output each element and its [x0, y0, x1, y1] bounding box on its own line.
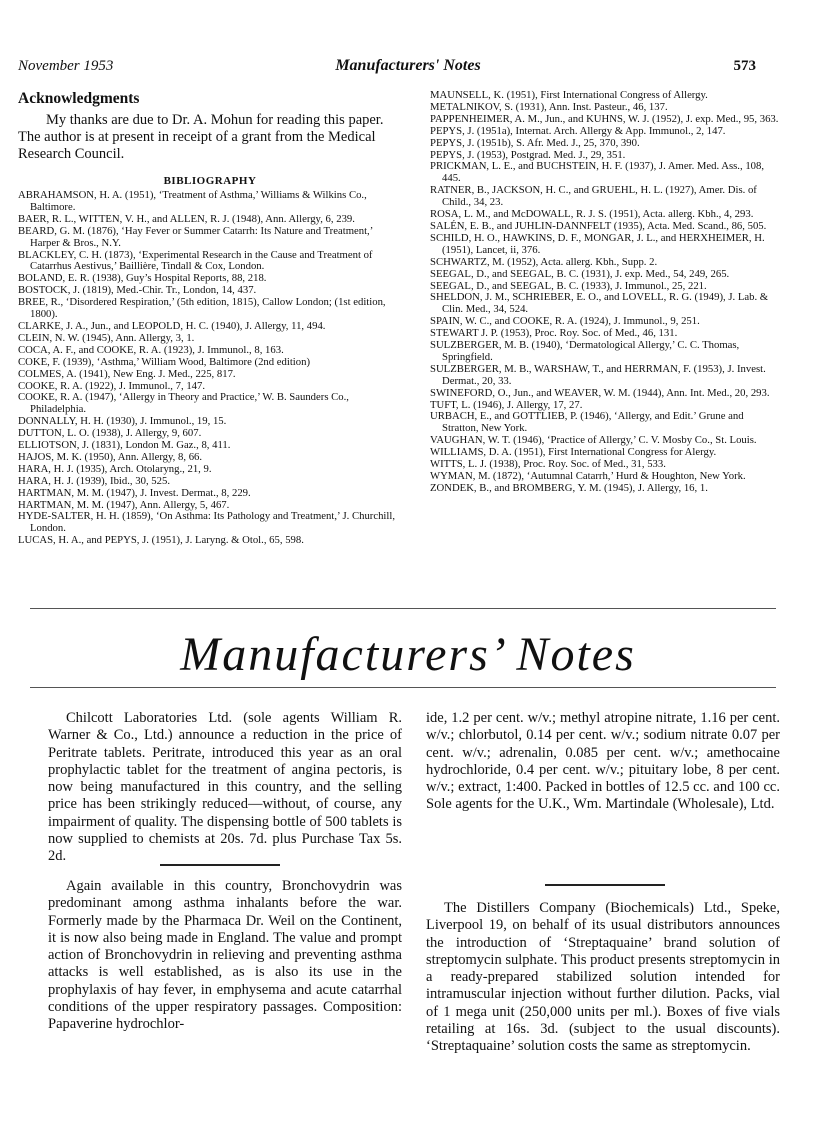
banner-top-rule — [30, 608, 776, 609]
reference-item: ELLIOTSON, J. (1831), London M. Gaz., 8, 411. — [18, 439, 231, 452]
note-divider-right — [545, 884, 665, 886]
bibliography-list-right — [430, 90, 780, 495]
reference-item: ROSA, L. M., and McDOWALL, R. J. S. (1951), Acta. allerg. Kbh., 4, 293. — [430, 208, 754, 221]
reference-item: COOKE, R. A. (1947), ‘Allergy in Theory and Practice,’ W. B. Saunders Co., Philadelphia. — [18, 391, 349, 416]
note-peritrate-block — [48, 710, 402, 866]
reference-item: COOKE, R. A. (1922), J. Immunol., 7, 147. — [18, 379, 206, 392]
reference-item: HAJOS, M. K. (1950), Ann. Allergy, 8, 66. — [18, 450, 203, 463]
reference-item: BAER, R. L., WITTEN, V. H., and ALLEN, R. J. (1948), Ann. Allergy, 6, 239. — [18, 212, 355, 225]
reference-item: HARTMAN, M. M. (1947), J. Invest. Dermat., 8, 229. — [18, 486, 251, 499]
note-bronchovydrin: Again available in this country, Bronchovydrin was predominant among asthma inhalants before the war. Formerly made by the Pharmaca Dr. Weil on the Continent, it is now also being made in England. The value and prompt action of Bronchovydrin in relieving and preventing asthma attacks is well established, as is also its use in the prophylaxis of hay fever, in emphysema and acute catarrhal conditions of the upper respiratory passages. Composition: Papaverine hydrochlor- — [48, 878, 402, 1033]
reference-item: VAUGHAN, W. T. (1946), ‘Practice of Allergy,’ C. V. Mosby Co., St. Louis. — [430, 434, 757, 447]
reference-item: ZONDEK, B., and BROMBERG, Y. M. (1945), J. Allergy, 16, 1. — [430, 481, 708, 494]
reference-item: HARTMAN, M. M. (1947), Ann. Allergy, 5, 467. — [18, 498, 230, 511]
banner-title: Manufacturers’ Notes — [180, 628, 636, 681]
note-distillers-block — [426, 900, 780, 1056]
reference-item: SULZBERGER, M. B. (1940), ‘Dermatological Allergy,’ C. C. Thomas, Springfield. — [430, 339, 740, 363]
reference-item: COKE, F. (1939), ‘Asthma,’ William Wood, Baltimore (2nd edition) — [18, 355, 311, 368]
banner-bottom-rule — [30, 687, 776, 688]
left-column — [18, 90, 402, 547]
note-peritrate: Chilcott Laboratories Ltd. (sole agents William R. Warner & Co., Ltd.) announce a reduction in the price of Peritrate tablets. Peritrate, introduced this year as an oral prophylactic tablet for the treatment of angina pectoris, is now being manufactured in this country, and the selling price has been strikingly reduced—without, of course, any impairment of quality. The dispensing bottle of 500 tablets is now supplied to chemists at 20s. 7d. plus Purchase Tax 5s. 2d. — [48, 710, 402, 865]
reference-item: WILLIAMS, D. A. (1951), First International Congress for Alergy. — [430, 446, 717, 459]
note-composition-block — [426, 710, 780, 814]
reference-item: WYMAN, M. (1872), ‘Autumnal Catarrh,’ Hurd & Houghton, New York. — [430, 470, 746, 482]
reference-item: PEPYS, J. (1951b), S. Afr. Med. J., 25, 370, 390. — [430, 136, 640, 149]
reference-item: SALÉN, E. B., and JUHLIN-DANNFELT (1935), Acta. Med. Scand., 86, 505. — [430, 219, 767, 232]
reference-item: SEEGAL, D., and SEEGAL, B. C. (1933), J. Immunol., 25, 221. — [430, 279, 707, 292]
reference-item: COLMES, A. (1941), New Eng. J. Med., 225, 817. — [18, 367, 236, 380]
reference-item: SCHWARTZ, M. (1952), Acta. allerg. Kbh., Supp. 2. — [430, 255, 658, 268]
reference-item: HYDE-SALTER, H. H. (1859), ‘On Asthma: Its Pathology and Treatment,’ J. Churchill, London. — [18, 510, 396, 535]
page-number: 573 — [733, 58, 756, 74]
bibliography-list-left — [18, 190, 402, 547]
header-journal — [0, 57, 816, 75]
acknowledgments-text: My thanks are due to Dr. A. Mohun for reading this paper. The author is at present in receipt of a grant from the Medical Research Council. — [18, 112, 384, 162]
reference-item: HARA, H. J. (1935), Arch. Otolaryng., 21, 9. — [18, 462, 212, 475]
right-column — [430, 90, 780, 495]
reference-item: MAUNSELL, K. (1951), First International Congress of Allergy. — [430, 89, 708, 101]
reference-item: BEARD, G. M. (1876), ‘Hay Fever or Summer Catarrh: Its Nature and Treatment,’ Harper & Bros., N.Y. — [18, 224, 373, 249]
header-journal-title: Manufacturers' Notes — [335, 57, 481, 74]
reference-item: PEPYS, J. (1951a), Internat. Arch. Allergy & App. Immunol., 2, 147. — [430, 124, 726, 137]
reference-item: PRICKMAN, L. E., and BUCHSTEIN, H. F. (1937), J. Amer. Med. Ass., 108, 445. — [430, 160, 765, 185]
reference-item: METALNIKOV, S. (1931), Ann. Inst. Pasteur., 46, 137. — [430, 100, 668, 113]
reference-item: RATNER, B., JACKSON, H. C., and GRUEHL, H. L. (1927), Amer. Dis. of Child., 34, 23. — [430, 184, 757, 209]
reference-item: DUTTON, L. O. (1938), J. Allergy, 9, 607. — [18, 427, 202, 440]
reference-item: SHELDON, J. M., SCHRIEBER, E. O., and LOVELL, R. G. (1949), J. Lab. & Clin. Med., 34, 524. — [430, 291, 769, 316]
reference-item: CLEIN, N. W. (1945), Ann. Allergy, 3, 1. — [18, 331, 195, 344]
reference-item: BOSTOCK, J. (1819), Med.-Chir. Tr., London, 14, 437. — [18, 284, 257, 297]
reference-item: BREE, R., ‘Disordered Respiration,’ (5th edition, 1815), Callow London; (1st edition, 1800). — [18, 296, 386, 321]
header-date: November 1953 — [18, 58, 114, 74]
acknowledgments-heading: Acknowledgments — [18, 90, 140, 107]
note-composition: ide, 1.2 per cent. w/v.; methyl atropine nitrate, 1.16 per cent. w/v.; chlorbutol, 0.14 per cent. w/v.; sodium nitrate 0.07 per cent. w/v.; adrenalin, 0.085 per cent. w/v.; amethocaine hydrochloride, 0.4 per cent. w/v.; pituitary lobe, 8 per cent. w/v.; extract, 1:400. Packed in bottles of 12.5 cc. and 100 cc. Sole agents for the U.K., Wm. Martindale (Wholesale), Ltd. — [426, 710, 780, 813]
reference-item: SPAIN, W. C., and COOKE, R. A. (1924), J. Immunol., 9, 251. — [430, 315, 700, 328]
note-distillers: The Distillers Company (Biochemicals) Ltd., Speke, Liverpool 19, on behalf of its usual distributors announces the introduction of ‘Streptaquaine’ brand solution of streptomycin sulphate. This product presents streptomycin in a ready-prepared stabilized solution intended for intramuscular injection without further dilution. Packs, vial of 1 mega unit (250,000 units per ml.). Boxes of five vials retailing at 16s. 3d. (subject to the usual discounts). ‘Streptaquaine’ solution costs the same as streptomycin. — [426, 900, 780, 1055]
section-banner — [0, 612, 816, 688]
reference-item: SULZBERGER, M. B., WARSHAW, T., and HERRMAN, F. (1953), J. Invest. Dermat., 20, 33. — [430, 362, 766, 387]
note-bronchovydrin-block — [48, 878, 402, 1034]
reference-item: PAPPENHEIMER, A. M., Jun., and KUHNS, W. J. (1952), J. exp. Med., 95, 363. — [430, 112, 779, 125]
reference-item: STEWART J. P. (1953), Proc. Roy. Soc. of Med., 46, 131. — [430, 327, 678, 340]
reference-item: SEEGAL, D., and SEEGAL, B. C. (1931), J. exp. Med., 54, 249, 265. — [430, 267, 730, 280]
reference-item: BLACKLEY, C. H. (1873), ‘Experimental Research in the Cause and Treatment of Catarrhus Aestivus,’ Baillière, Tindall & Cox, London. — [18, 248, 373, 273]
reference-item: HARA, H. J. (1939), Ibid., 30, 525. — [18, 474, 170, 487]
reference-item: CLARKE, J. A., Jun., and LEOPOLD, H. C. (1940), J. Allergy, 11, 494. — [18, 319, 326, 332]
reference-item: SCHILD, H. O., HAWKINS, D. F., MONGAR, J. L., and HERXHEIMER, H. (1951), Lancet, ii, 376. — [430, 231, 765, 256]
reference-item: DONNALLY, H. H. (1930), J. Immunol., 19, 15. — [18, 415, 227, 428]
reference-item: ABRAHAMSON, H. A. (1951), ‘Treatment of Asthma,’ Williams & Wilkins Co., Baltimore. — [18, 189, 367, 213]
note-divider-left — [160, 864, 280, 866]
reference-item: COCA, A. F., and COOKE, R. A. (1923), J. Immunol., 8, 163. — [18, 343, 284, 356]
reference-item: LUCAS, H. A., and PEPYS, J. (1951), J. Laryng. & Otol., 65, 598. — [18, 534, 304, 547]
reference-item: BOLAND, E. R. (1938), Guy’s Hospital Reports, 88, 218. — [18, 272, 267, 285]
reference-item: SWINEFORD, O., Jun., and WEAVER, W. M. (1944), Ann. Int. Med., 20, 293. — [430, 386, 770, 399]
bibliography-heading: BIBLIOGRAPHY — [163, 175, 257, 187]
reference-item: PEPYS, J. (1953), Postgrad. Med. J., 29, 351. — [430, 148, 626, 161]
reference-item: TUFT, L. (1946), J. Allergy, 17, 27. — [430, 398, 583, 411]
reference-item: WITTS, L. J. (1938), Proc. Roy. Soc. of Med., 31, 533. — [430, 458, 666, 471]
reference-item: URBACH, E., and GOTTLIEB, P. (1946), ‘Allergy, and Edit.’ Grune and Stratton, New York. — [430, 410, 744, 435]
